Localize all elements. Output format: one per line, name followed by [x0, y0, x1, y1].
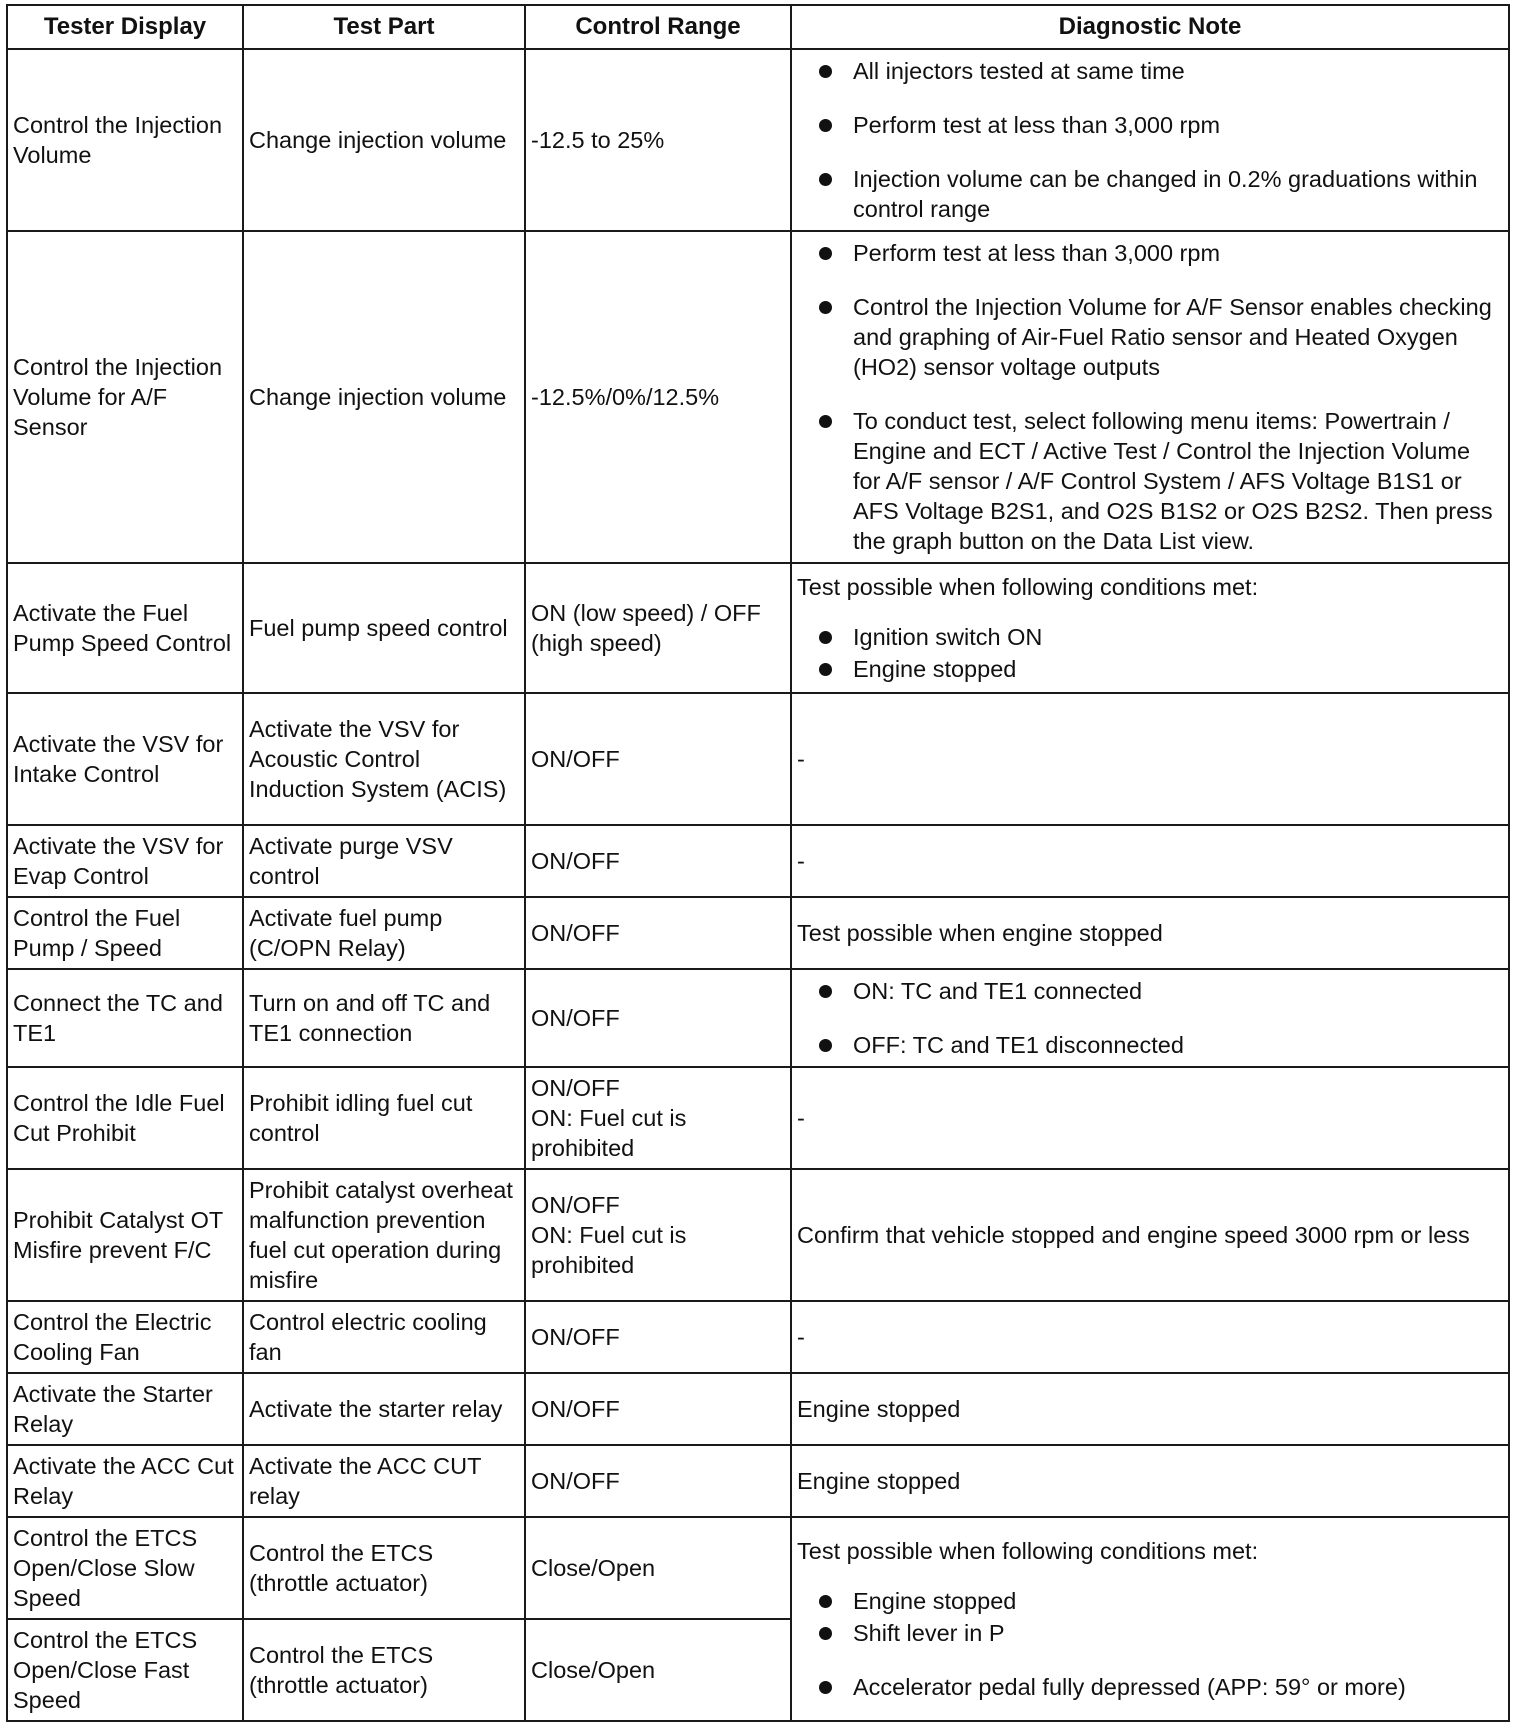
- note-bullet: Perform test at less than 3,000 rpm: [817, 238, 1503, 268]
- tester-display-cell: Control the ETCS Open/Close Slow Speed: [7, 1517, 243, 1619]
- note-bullet: All injectors tested at same time: [817, 56, 1503, 86]
- note-bullet-list: [797, 238, 1503, 556]
- test-part-cell: Activate fuel pump (C/OPN Relay): [243, 897, 525, 969]
- note-bullet-list: [797, 56, 1503, 224]
- control-range-cell: ON/OFF: [525, 825, 791, 897]
- table-row: [7, 1373, 1509, 1445]
- test-part-cell: Activate purge VSV control: [243, 825, 525, 897]
- control-range-line: ON/OFF: [531, 1192, 620, 1218]
- diagnostic-note-cell: Engine stopped: [791, 1373, 1509, 1445]
- note-bullet: Control the Injection Volume for A/F Sensor enables checking and graphing of Air-Fuel Ratio sensor and Heated Oxygen (HO2) sensor voltage outputs: [817, 292, 1503, 382]
- tester-display-cell: Activate the VSV for Evap Control: [7, 825, 243, 897]
- test-part-cell: Turn on and off TC and TE1 connection: [243, 969, 525, 1067]
- note-bullet: Shift lever in P: [817, 1618, 1503, 1648]
- control-range-cell: ON/OFF: [525, 1373, 791, 1445]
- note-bullet: Injection volume can be changed in 0.2% graduations within control range: [817, 164, 1503, 224]
- control-range-line: ON: Fuel cut is prohibited: [531, 1222, 687, 1278]
- test-part-cell: Activate the starter relay: [243, 1373, 525, 1445]
- control-range-cell: ON/OFF: [525, 1301, 791, 1373]
- test-part-cell: Control the ETCS (throttle actuator): [243, 1517, 525, 1619]
- table-row: [7, 563, 1509, 693]
- diagnostic-note-cell: [791, 969, 1509, 1067]
- control-range-cell: Close/Open: [525, 1619, 791, 1721]
- control-range-line: ON: Fuel cut is prohibited: [531, 1105, 687, 1161]
- control-range-cell: [525, 1067, 791, 1169]
- test-part-cell: Activate the VSV for Acoustic Control Induction System (ACIS): [243, 693, 525, 825]
- table-row: [7, 825, 1509, 897]
- note-bullet: Engine stopped: [817, 1586, 1503, 1616]
- diagnostic-note-cell: [791, 49, 1509, 231]
- diagnostic-note-cell: Test possible when engine stopped: [791, 897, 1509, 969]
- note-bullet: To conduct test, select following menu items: Powertrain / Engine and ECT / Active Test / Control the Injection Volume for A/F sensor / A/F Control System / AFS Voltage B1S1 or AFS Voltage B2S1, and O2S B1S2 or O2S B2S2. Then press the graph button on the Data List view.: [817, 406, 1503, 556]
- tester-display-cell: Activate the Fuel Pump Speed Control: [7, 563, 243, 693]
- diagnostic-note-cell: -: [791, 1301, 1509, 1373]
- table-row: [7, 693, 1509, 825]
- table-row: [7, 1301, 1509, 1373]
- control-range-cell: -12.5 to 25%: [525, 49, 791, 231]
- table-row: [7, 1517, 1509, 1619]
- note-bullet: Engine stopped: [817, 654, 1503, 684]
- control-range-cell: ON/OFF: [525, 693, 791, 825]
- tester-display-cell: Control the Injection Volume: [7, 49, 243, 231]
- test-part-cell: Prohibit idling fuel cut control: [243, 1067, 525, 1169]
- tester-display-cell: Activate the ACC Cut Relay: [7, 1445, 243, 1517]
- table-row: [7, 969, 1509, 1067]
- test-part-cell: Control the ETCS (throttle actuator): [243, 1619, 525, 1721]
- header-control-range: Control Range: [525, 5, 791, 49]
- header-row: [7, 5, 1509, 49]
- diagnostic-note-cell: [791, 563, 1509, 693]
- note-bullet-list: [797, 622, 1503, 684]
- control-range-cell: ON/OFF: [525, 969, 791, 1067]
- control-range-cell: [525, 1169, 791, 1301]
- control-range-cell: ON/OFF: [525, 897, 791, 969]
- control-range-line: ON/OFF: [531, 1075, 620, 1101]
- note-bullet: Ignition switch ON: [817, 622, 1503, 652]
- diagnostic-note-cell: [791, 231, 1509, 563]
- tester-display-cell: Connect the TC and TE1: [7, 969, 243, 1067]
- note-bullet: Perform test at less than 3,000 rpm: [817, 110, 1503, 140]
- diagnostic-note-cell: Engine stopped: [791, 1445, 1509, 1517]
- test-part-cell: Control electric cooling fan: [243, 1301, 525, 1373]
- tester-display-cell: Control the ETCS Open/Close Fast Speed: [7, 1619, 243, 1721]
- tester-display-cell: Control the Electric Cooling Fan: [7, 1301, 243, 1373]
- diagnostic-note-cell: [791, 1517, 1509, 1721]
- table-row: [7, 1067, 1509, 1169]
- tester-display-cell: Activate the VSV for Intake Control: [7, 693, 243, 825]
- note-bullet-list: [797, 1586, 1503, 1702]
- table-row: [7, 231, 1509, 563]
- test-part-cell: Change injection volume: [243, 231, 525, 563]
- header-test-part: Test Part: [243, 5, 525, 49]
- test-part-cell: Fuel pump speed control: [243, 563, 525, 693]
- note-bullet: ON: TC and TE1 connected: [817, 976, 1503, 1006]
- tester-display-cell: Control the Fuel Pump / Speed: [7, 897, 243, 969]
- diagnostic-note-cell: Confirm that vehicle stopped and engine speed 3000 rpm or less: [791, 1169, 1509, 1301]
- active-test-table: [6, 4, 1510, 1722]
- control-range-cell: Close/Open: [525, 1517, 791, 1619]
- note-bullet: OFF: TC and TE1 disconnected: [817, 1030, 1503, 1060]
- control-range-cell: ON (low speed) / OFF (high speed): [525, 563, 791, 693]
- test-part-cell: Change injection volume: [243, 49, 525, 231]
- table-row: [7, 1445, 1509, 1517]
- table-row: [7, 897, 1509, 969]
- diagnostic-note-cell: -: [791, 1067, 1509, 1169]
- note-bullet-list: [797, 976, 1503, 1060]
- test-part-cell: Activate the ACC CUT relay: [243, 1445, 525, 1517]
- header-diagnostic-note: Diagnostic Note: [791, 5, 1509, 49]
- header-tester-display: Tester Display: [7, 5, 243, 49]
- tester-display-cell: Control the Injection Volume for A/F Sensor: [7, 231, 243, 563]
- diagnostic-note-cell: -: [791, 693, 1509, 825]
- tester-display-cell: Prohibit Catalyst OT Misfire prevent F/C: [7, 1169, 243, 1301]
- tester-display-cell: Activate the Starter Relay: [7, 1373, 243, 1445]
- test-part-cell: Prohibit catalyst overheat malfunction prevention fuel cut operation during misfire: [243, 1169, 525, 1301]
- diagnostic-note-cell: -: [791, 825, 1509, 897]
- note-intro: Test possible when following conditions met:: [797, 574, 1259, 600]
- control-range-cell: ON/OFF: [525, 1445, 791, 1517]
- table-row: [7, 49, 1509, 231]
- tester-display-cell: Control the Idle Fuel Cut Prohibit: [7, 1067, 243, 1169]
- control-range-cell: -12.5%/0%/12.5%: [525, 231, 791, 563]
- note-bullet: Accelerator pedal fully depressed (APP: 59° or more): [817, 1672, 1503, 1702]
- table-row: [7, 1169, 1509, 1301]
- note-intro: Test possible when following conditions met:: [797, 1538, 1259, 1564]
